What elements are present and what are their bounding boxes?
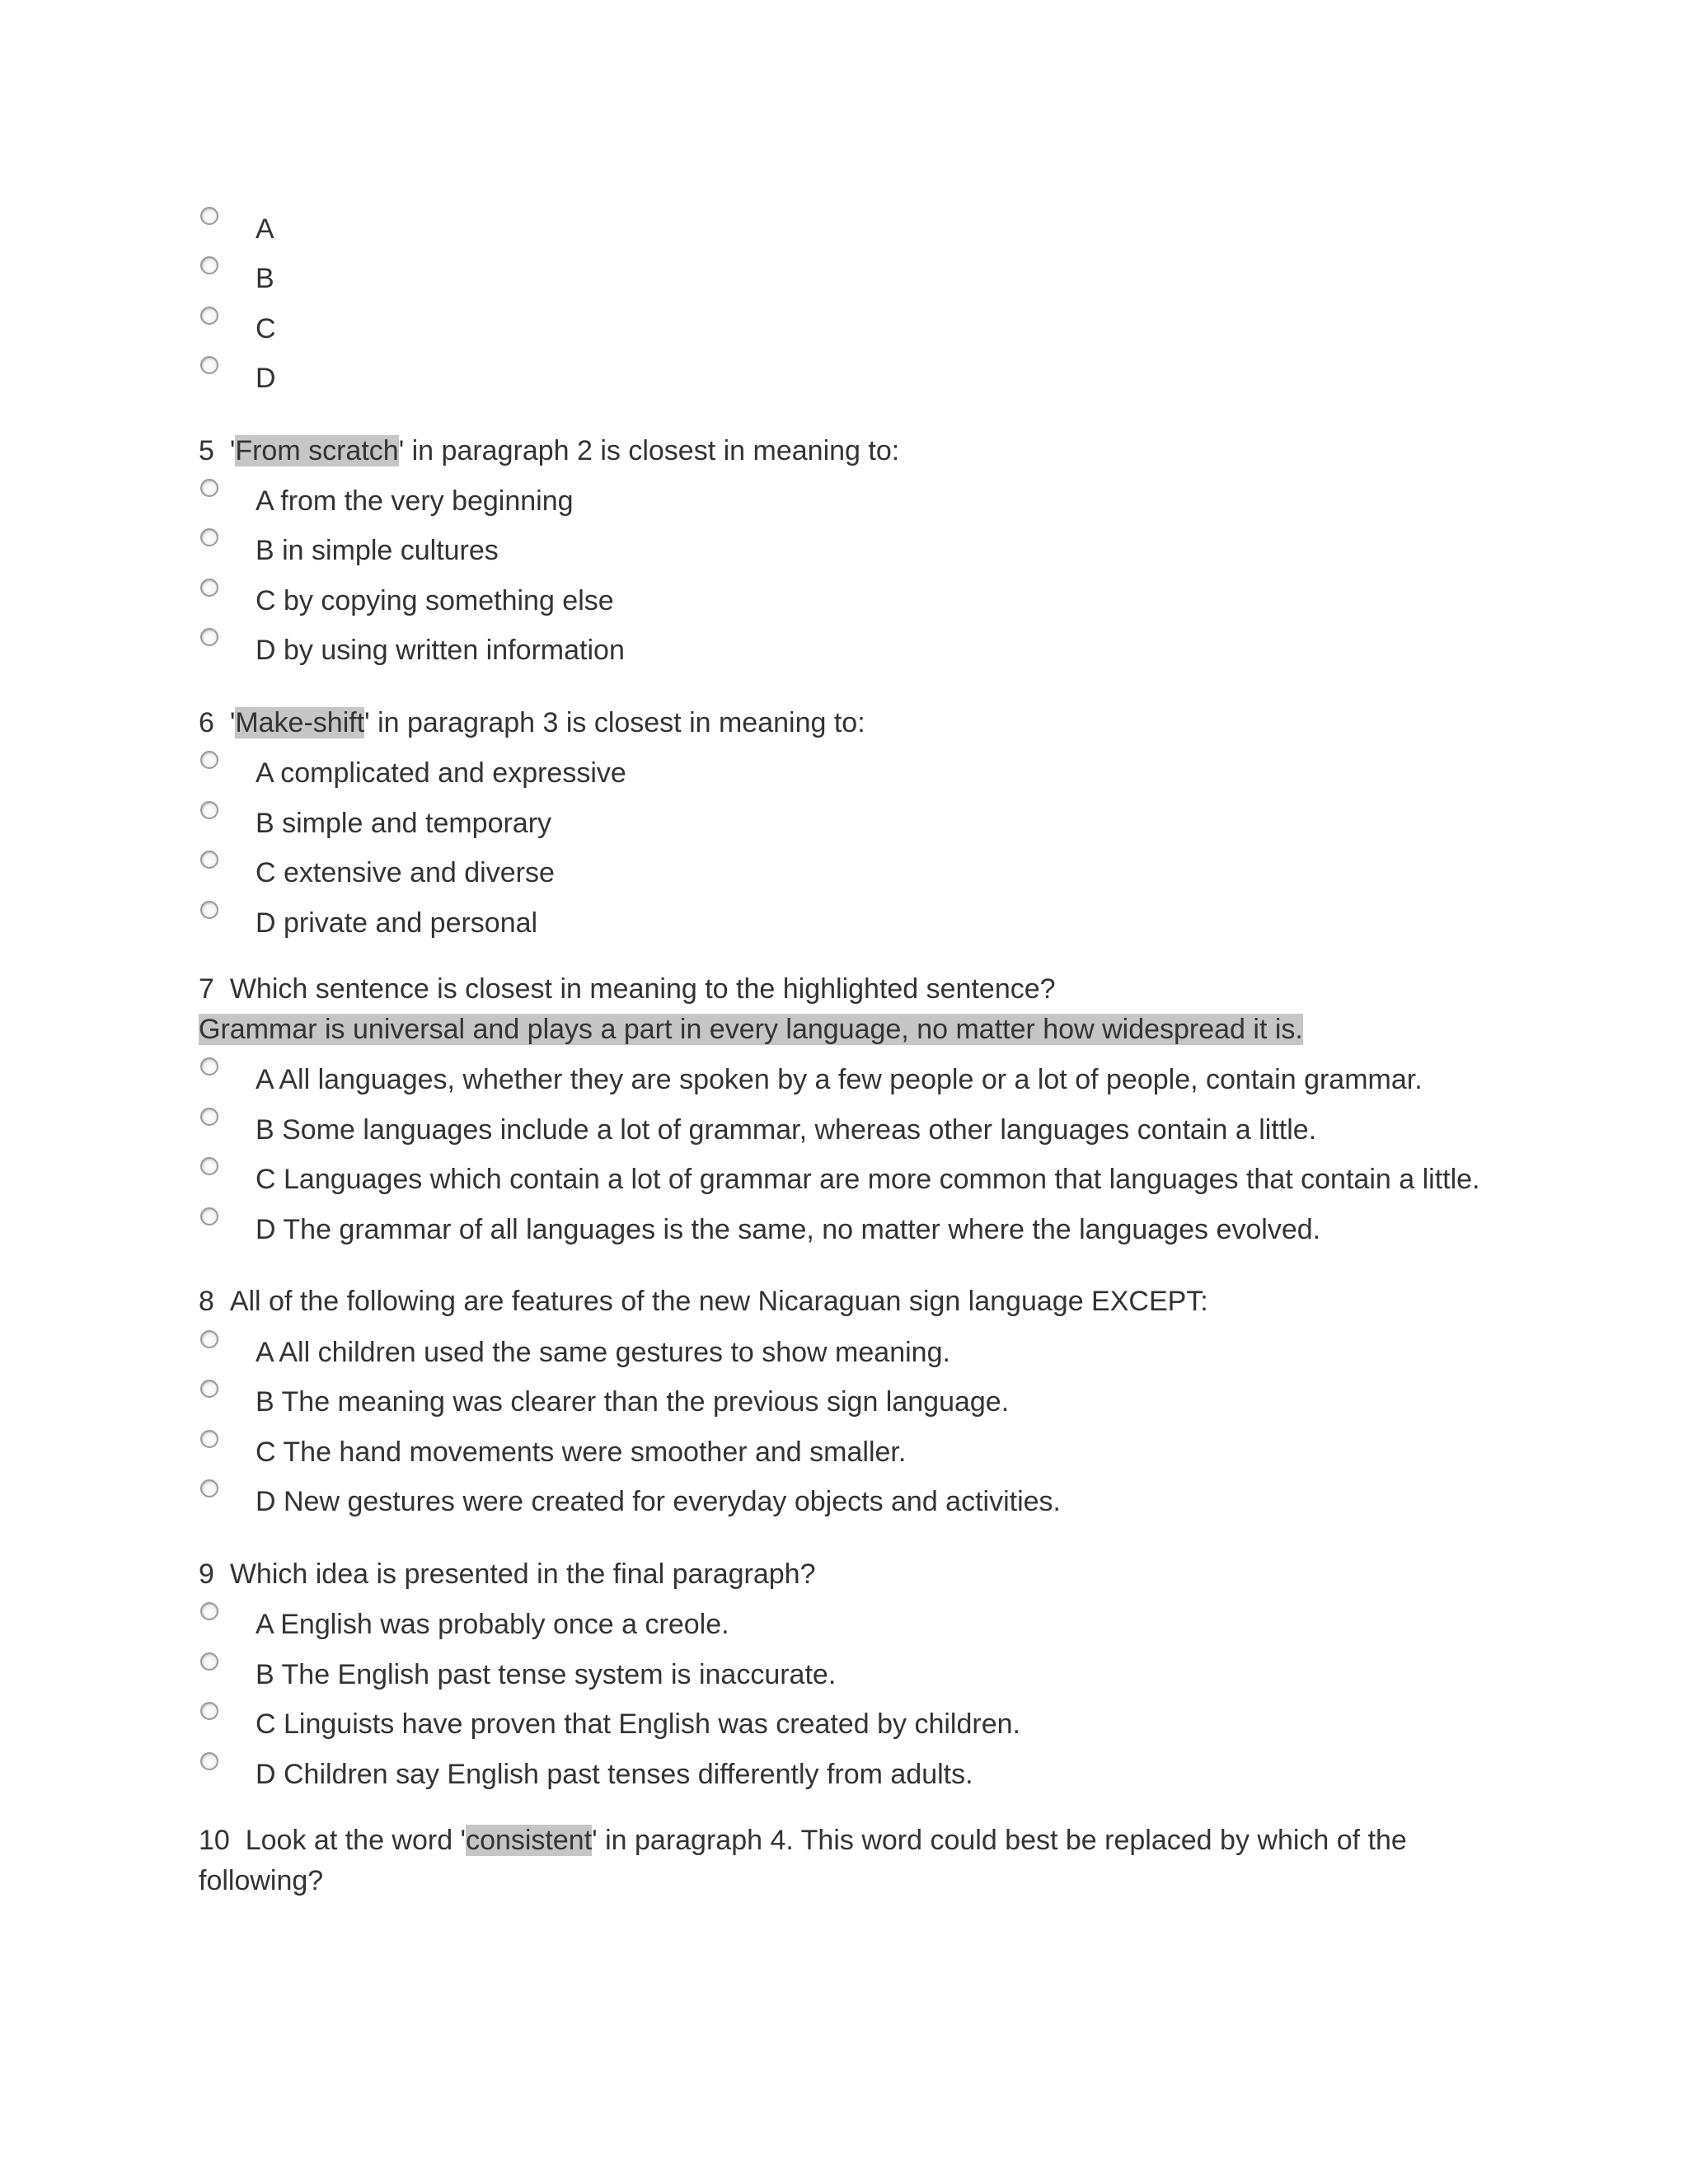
option-label: A xyxy=(256,213,274,245)
radio-button[interactable] xyxy=(200,307,218,325)
radio-button[interactable] xyxy=(200,628,218,646)
option-label: A All languages, whether they are spoken by a few people or a lot of people, contain grammar. xyxy=(256,1064,1423,1095)
radio-button[interactable] xyxy=(200,851,218,869)
radio-button[interactable] xyxy=(200,1479,218,1497)
question-number: 10 xyxy=(199,1825,230,1856)
radio-button[interactable] xyxy=(200,1380,218,1398)
option-label: C extensive and diverse xyxy=(256,857,555,888)
option-label: D The grammar of all languages is the same, no matter where the languages evolved. xyxy=(256,1214,1321,1245)
radio-button[interactable] xyxy=(200,1330,218,1348)
highlighted-sentence: Grammar is universal and plays a part in every language, no matter how widespread it is. xyxy=(199,1014,1303,1045)
radio-button[interactable] xyxy=(200,1207,218,1226)
option-label: B The English past tense system is inaccurate. xyxy=(256,1659,837,1690)
question-7: 7 Which sentence is closest in meaning to the highlighted sentence? xyxy=(199,973,1056,1005)
radio-button[interactable] xyxy=(200,1752,218,1770)
option-label: B xyxy=(256,263,274,294)
option-label: C The hand movements were smoother and smaller. xyxy=(256,1436,907,1468)
option-label: D private and personal xyxy=(256,907,538,939)
option-label: C Linguists have proven that English was created by children. xyxy=(256,1708,1020,1740)
question-number: 9 xyxy=(199,1558,214,1590)
radio-button[interactable] xyxy=(200,1602,218,1620)
option-label: C xyxy=(256,313,276,344)
radio-button[interactable] xyxy=(200,1702,218,1720)
question-number: 8 xyxy=(199,1286,214,1317)
highlighted-term: consistent xyxy=(466,1825,593,1856)
radio-button[interactable] xyxy=(200,1108,218,1126)
radio-button[interactable] xyxy=(200,901,218,919)
option-label: C by copying something else xyxy=(256,585,614,616)
radio-button[interactable] xyxy=(200,1057,218,1076)
radio-button[interactable] xyxy=(200,479,218,497)
question-5: 5 'From scratch' in paragraph 2 is closest in meaning to: xyxy=(199,435,900,466)
question-8: 8 All of the following are features of the new Nicaraguan sign language EXCEPT: xyxy=(199,1286,1208,1317)
option-label: B Some languages include a lot of grammar, whereas other languages contain a little. xyxy=(256,1114,1317,1146)
highlighted-term: From scratch xyxy=(235,435,399,466)
option-label: B in simple cultures xyxy=(256,535,499,566)
option-label: D Children say English past tenses differently from adults. xyxy=(256,1759,973,1790)
option-label: B simple and temporary xyxy=(256,808,552,839)
option-label: D New gestures were created for everyday objects and activities. xyxy=(256,1486,1062,1517)
question-number: 7 xyxy=(199,973,214,1005)
radio-button[interactable] xyxy=(200,207,218,225)
radio-button[interactable] xyxy=(200,1157,218,1175)
radio-button[interactable] xyxy=(200,579,218,597)
option-label: B The meaning was clearer than the previous sign language. xyxy=(256,1386,1010,1418)
highlighted-term: Make-shift xyxy=(235,707,365,738)
option-label: A from the very beginning xyxy=(256,485,574,517)
question-10-continuation: following? xyxy=(199,1865,324,1896)
option-label: A All children used the same gestures to show meaning. xyxy=(256,1337,950,1368)
option-label: D xyxy=(256,363,276,394)
radio-button[interactable] xyxy=(200,528,218,546)
question-number: 6 xyxy=(199,707,214,738)
radio-button[interactable] xyxy=(200,1652,218,1671)
option-label: A English was probably once a creole. xyxy=(256,1609,729,1640)
question-6: 6 'Make-shift' in paragraph 3 is closest in meaning to: xyxy=(199,707,865,738)
question-10: 10 Look at the word 'consistent' in paragraph 4. This word could best be replaced by which of the xyxy=(199,1825,1407,1856)
option-label: A complicated and expressive xyxy=(256,757,626,789)
option-label: D by using written information xyxy=(256,635,625,666)
radio-button[interactable] xyxy=(200,751,218,769)
radio-button[interactable] xyxy=(200,256,218,274)
question-number: 5 xyxy=(199,435,214,466)
question-9: 9 Which idea is presented in the final paragraph? xyxy=(199,1558,816,1590)
option-label: C Languages which contain a lot of grammar are more common that languages that contain a little. xyxy=(256,1164,1480,1195)
radio-button[interactable] xyxy=(200,356,218,374)
radio-button[interactable] xyxy=(200,801,218,819)
radio-button[interactable] xyxy=(200,1430,218,1448)
